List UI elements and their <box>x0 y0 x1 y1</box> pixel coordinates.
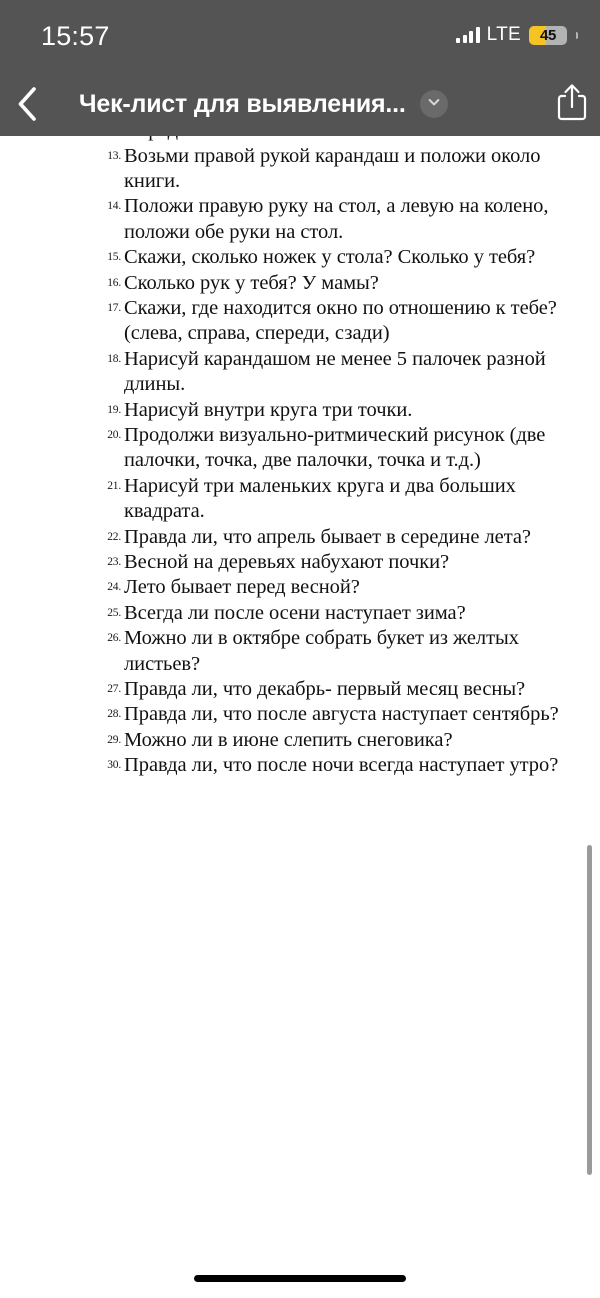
network-type-label: LTE <box>486 24 521 45</box>
list-item-text: Всегда ли после осени наступает зима? <box>124 601 466 624</box>
list-item-text: Правда ли, что после августа наступает сентябрь? <box>124 703 559 726</box>
list-item-number: 21. <box>107 479 121 492</box>
status-bar-indicators <box>456 24 578 46</box>
navigation-bar <box>0 72 600 136</box>
back-button[interactable] <box>0 72 54 136</box>
chevron-left-icon <box>17 87 37 121</box>
status-bar <box>0 0 600 72</box>
list-item-text: Скажи, где находится окно по отношению к тебе? (слева, справа, спереди, сзади) <box>124 296 557 345</box>
list-item <box>0 474 578 525</box>
list-item-text: Положи правую руку на стол, а левую на колено, положи обе руки на стол. <box>124 195 549 243</box>
list-item <box>0 194 578 245</box>
list-item <box>0 398 578 423</box>
list-item-text: Правда ли, что декабрь- первый месяц весны? <box>124 678 526 701</box>
list-item <box>0 626 578 677</box>
list-item-text: Можно ли в октябре собрать букет из желтых листьев? <box>124 627 519 675</box>
list-item-number: 15. <box>107 251 121 264</box>
list-item-number: 24. <box>107 581 121 594</box>
list-item-text: Нарисуй карандашом не менее 5 палочек разной длины. <box>124 347 546 396</box>
list-item-number: 26. <box>107 632 121 645</box>
vertical-scrollbar[interactable] <box>587 845 592 1175</box>
list-item <box>0 550 578 575</box>
list-item-number: 28. <box>107 708 121 721</box>
list-item-text: Нарисуй внутри круга три точки. <box>124 398 413 421</box>
list-item <box>0 753 578 778</box>
list-item-text: Правда ли, что апрель бывает в середине лета? <box>124 525 531 548</box>
list-item <box>0 702 578 727</box>
battery-percent-label: 45 <box>539 26 557 44</box>
list-item-number: 27. <box>107 683 121 696</box>
list-item-number: 17. <box>107 301 121 314</box>
list-item-text: Нарисуй три маленьких круга и два больших квадрата. <box>124 474 516 523</box>
share-icon <box>557 83 587 126</box>
cellular-signal-icon <box>456 27 480 43</box>
list-item-number: 20. <box>107 428 121 441</box>
battery-nub-icon <box>576 32 579 39</box>
checklist <box>0 144 578 779</box>
list-item-number: 13. <box>107 149 121 162</box>
list-item-text: Можно ли в июне слепить снеговика? <box>124 728 453 751</box>
list-item-text: Правда ли, что после ночи всегда наступает утро? <box>124 754 559 777</box>
home-indicator <box>194 1275 406 1282</box>
list-item-number: 14. <box>107 200 121 213</box>
expand-title-button[interactable] <box>420 90 448 118</box>
list-item-number: 16. <box>107 276 121 289</box>
list-item-number: 25. <box>107 606 121 619</box>
document-body <box>0 118 600 779</box>
list-item <box>0 601 578 626</box>
list-item-text: Возьми правой рукой карандаш и положи около книги. <box>124 144 541 192</box>
list-item-number: 30. <box>107 759 121 772</box>
share-button[interactable] <box>544 72 600 136</box>
list-item-text: Лето бывает перед весной? <box>124 576 360 599</box>
list-item-number: 22. <box>107 530 121 543</box>
list-item-text: Скажи, сколько ножек у стола? Сколько у тебя? <box>124 246 536 269</box>
page-title: Чек-лист для выявления... <box>79 89 406 118</box>
list-item <box>0 728 578 753</box>
list-item-number: 19. <box>107 403 121 416</box>
list-item <box>0 423 578 474</box>
status-bar-clock: 15:57 <box>41 21 110 51</box>
list-item <box>0 525 578 550</box>
list-item <box>0 347 578 398</box>
list-item <box>0 271 578 296</box>
list-item <box>0 296 578 347</box>
list-item <box>0 575 578 600</box>
list-item-number: 29. <box>107 733 121 746</box>
list-item-text: Весной на деревьях набухают почки? <box>124 551 450 573</box>
list-item-text: Продолжи визуально-ритмический рисунок (две палочки, точка, две палочки, точка и т.д.) <box>124 423 546 472</box>
list-item <box>0 245 578 270</box>
chevron-down-icon <box>426 94 442 115</box>
list-item-number: 18. <box>107 352 121 365</box>
list-item-text: Сколько рук у тебя? У мамы? <box>124 271 379 294</box>
list-item-number: 23. <box>107 556 121 568</box>
battery-icon <box>529 26 567 45</box>
list-item <box>0 677 578 702</box>
list-item <box>0 144 578 195</box>
